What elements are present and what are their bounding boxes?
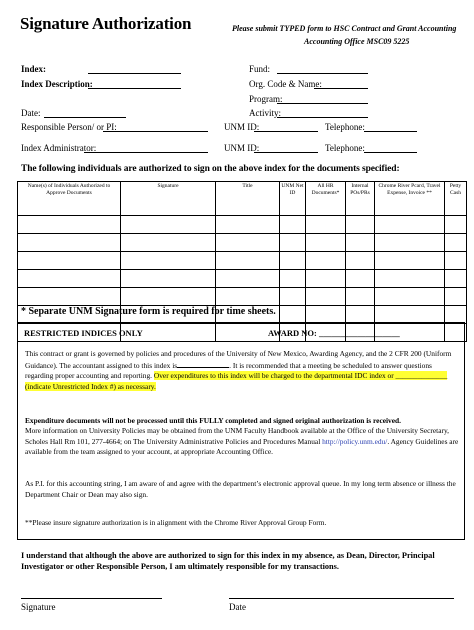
policy-link[interactable]: http://policy.unm.edu/	[322, 436, 388, 446]
table-cell[interactable]	[280, 216, 306, 234]
column-header: Title	[216, 182, 280, 216]
table-cell[interactable]	[280, 234, 306, 252]
table-header-row	[18, 182, 467, 216]
submit-note-line1: Please submit TYPED form to HSC Contract and Grant Accounting	[232, 24, 457, 33]
table-cell[interactable]	[306, 216, 346, 234]
column-header: UNM Net ID	[280, 182, 306, 216]
table-row	[18, 216, 467, 234]
column-header: Petty Cash	[445, 182, 467, 216]
table-cell[interactable]	[346, 306, 375, 324]
index-label: Index:	[21, 64, 47, 74]
program-field[interactable]	[277, 103, 368, 104]
separate-form-note: * Separate UNM Signature form is required for time sheets.	[21, 306, 276, 317]
column-header: Internal POs/PRs	[346, 182, 375, 216]
table-cell[interactable]	[216, 234, 280, 252]
table-cell[interactable]	[375, 306, 445, 324]
table-cell[interactable]	[445, 306, 467, 324]
table-cell[interactable]	[121, 252, 216, 270]
more-info-paragraph: More information on University Policies may be obtained from the UNM Faculty Handbook available at the Office of the University Secretary, Scholes Hall Rm 101, 277-4664; on The University Administrative Policies and Procedures Manual http://policy.unm.edu/. Agency Guidelines are available from the team assigned to your account, at appropriate Accounting Office.	[25, 426, 459, 456]
index-field[interactable]	[88, 73, 181, 74]
table-cell[interactable]	[445, 288, 467, 306]
table-row	[18, 234, 467, 252]
accountant-field[interactable]	[177, 360, 229, 368]
table-cell[interactable]	[306, 270, 346, 288]
table-cell[interactable]	[346, 234, 375, 252]
column-header: Chrome River Pcard, Travel Expense, Invoice **	[375, 182, 445, 216]
over-expenditure-note: Over expenditures to this index will be charged to the departmental IDC index or ______________ (indicate Unrestricted Index #) as necessary.	[25, 371, 448, 391]
authorized-heading: The following individuals are authorized to sign on the above index for the documents specified:	[21, 164, 400, 174]
fund-label: Fund:	[249, 64, 271, 74]
telephone-field-1[interactable]	[364, 131, 417, 132]
signature-label: Signature	[21, 602, 56, 612]
table-row	[18, 288, 467, 306]
authorization-table	[17, 181, 467, 342]
table-cell[interactable]	[445, 252, 467, 270]
activity-field[interactable]	[277, 117, 368, 118]
date-label: Date:	[21, 108, 41, 118]
table-cell[interactable]	[306, 252, 346, 270]
fund-field[interactable]	[277, 73, 368, 74]
table-cell[interactable]	[445, 216, 467, 234]
submit-note-line2: Accounting Office MSC09 5225	[304, 37, 410, 46]
table-row	[18, 270, 467, 288]
table-cell[interactable]	[346, 252, 375, 270]
table-cell[interactable]	[280, 252, 306, 270]
index-description-field[interactable]	[88, 88, 181, 89]
activity-label: Activity:	[249, 108, 281, 118]
table-cell[interactable]	[280, 288, 306, 306]
table-cell[interactable]	[306, 234, 346, 252]
org-code-label: Org. Code & Name:	[249, 79, 322, 89]
table-cell[interactable]	[18, 288, 121, 306]
form-title: Signature Authorization	[20, 14, 192, 33]
table-row	[18, 252, 467, 270]
index-description-label: Index Description:	[21, 79, 93, 89]
expenditure-note: Expenditure documents will not be processed until this FULLY completed and signed original authorization is received.	[25, 416, 401, 425]
responsible-person-label: Responsible Person/ or PI:	[21, 122, 117, 132]
table-cell[interactable]	[216, 270, 280, 288]
table-cell[interactable]	[375, 216, 445, 234]
date-signature-line[interactable]	[229, 598, 454, 599]
pi-agreement-paragraph: As P.I. for this accounting string, I am aware of and agree with the department’s electronic approval queue. In my long term absence or illness the Department Chair or Dean may also sign.	[25, 479, 456, 499]
column-header: Name(s) of Individuals Authorized to Approve Documents	[18, 182, 121, 216]
table-cell[interactable]	[375, 234, 445, 252]
governance-paragraph: This contract or grant is governed by policies and procedures of the University of New Mexico, Awarding Agency, and the 2 CFR 200 (Uniform Guidance). The accountant assigned to this index is . It is recommended that a meeting be scheduled to answer questions regarding proper accounting and reporting. Over expenditures to this index will be charged to the departmental IDC index or ______________ (indicate Unrestricted Index #) as necessary.	[25, 349, 452, 391]
responsible-person-field[interactable]	[103, 131, 208, 132]
table-cell[interactable]	[18, 216, 121, 234]
index-administrator-label: Index Administrator:	[21, 143, 97, 153]
telephone-field-2[interactable]	[364, 152, 417, 153]
table-cell[interactable]	[306, 288, 346, 306]
telephone-label-2: Telephone:	[325, 143, 365, 153]
table-cell[interactable]	[346, 216, 375, 234]
date-signature-label: Date	[229, 602, 246, 612]
award-no: AWARD NO: ___________________	[268, 328, 400, 338]
table-cell[interactable]	[121, 216, 216, 234]
unm-id-field-2[interactable]	[254, 152, 318, 153]
table-cell[interactable]	[375, 252, 445, 270]
unm-id-label-2: UNM ID:	[224, 143, 260, 153]
column-header: All HR Documents*	[306, 182, 346, 216]
table-cell[interactable]	[280, 270, 306, 288]
table-cell[interactable]	[375, 270, 445, 288]
unm-id-field-1[interactable]	[254, 131, 318, 132]
table-cell[interactable]	[121, 234, 216, 252]
submit-note	[232, 22, 462, 48]
responsibility-statement: I understand that although the above are authorized to sign for this index in my absence, as Dean, Director, Principal Investigator or other Responsible Person, I am ultimately responsible for my transactions.	[21, 551, 435, 571]
table-cell[interactable]	[280, 306, 306, 324]
table-cell[interactable]	[216, 288, 280, 306]
table-cell[interactable]	[346, 288, 375, 306]
table-cell[interactable]	[445, 270, 467, 288]
table-cell[interactable]	[121, 288, 216, 306]
org-code-field[interactable]	[314, 88, 368, 89]
table-cell[interactable]	[445, 234, 467, 252]
unm-id-label-1: UNM ID:	[224, 122, 260, 132]
signature-line[interactable]	[21, 598, 162, 599]
table-cell[interactable]	[18, 234, 121, 252]
table-cell[interactable]	[375, 288, 445, 306]
table-cell[interactable]	[216, 252, 280, 270]
table-cell[interactable]	[18, 252, 121, 270]
index-administrator-field[interactable]	[84, 152, 208, 153]
table-cell[interactable]	[306, 306, 346, 324]
column-header: Signature	[121, 182, 216, 216]
table-cell[interactable]	[121, 270, 216, 288]
table-cell[interactable]	[18, 270, 121, 288]
chrome-river-note: **Please insure signature authorization is in alignment with the Chrome River Approval Group Form.	[25, 518, 327, 527]
restricted-indices-box	[17, 322, 465, 540]
date-field[interactable]	[44, 117, 126, 118]
table-cell[interactable]	[216, 216, 280, 234]
table-cell[interactable]	[346, 270, 375, 288]
telephone-label-1: Telephone:	[325, 122, 365, 132]
program-label: Program:	[249, 94, 283, 104]
restricted-heading: RESTRICTED INDICES ONLY	[24, 328, 143, 338]
